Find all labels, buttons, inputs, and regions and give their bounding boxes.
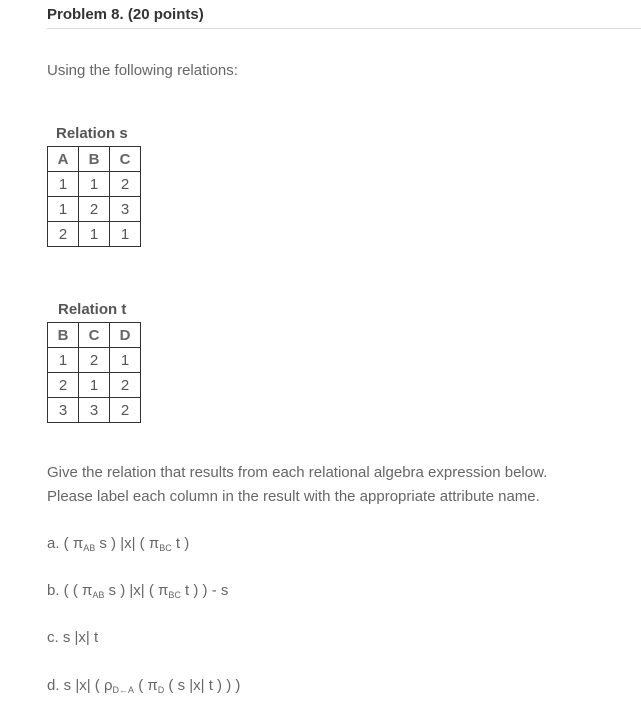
table-cell: 2 bbox=[48, 222, 79, 247]
problem-title: Problem 8. (20 points) bbox=[47, 6, 204, 23]
expression-c: c. s |x| t bbox=[47, 629, 99, 646]
table-cell: 1 bbox=[110, 348, 141, 373]
table-cell: 3 bbox=[110, 197, 141, 222]
relation-t-table bbox=[47, 322, 141, 423]
relation-t-header-cell: C bbox=[79, 323, 110, 348]
table-row bbox=[48, 398, 141, 423]
relation-t-header-cell: B bbox=[48, 323, 79, 348]
relation-s-table bbox=[47, 146, 141, 247]
table-cell: 1 bbox=[79, 373, 110, 398]
table-cell: 3 bbox=[48, 398, 79, 423]
table-cell: 1 bbox=[79, 172, 110, 197]
expr-d-middle: ( bbox=[134, 677, 148, 694]
expr-b-prefix: b. ( ( bbox=[47, 582, 83, 599]
table-cell: 2 bbox=[48, 373, 79, 398]
relation-s-header-cell: B bbox=[79, 147, 110, 172]
table-row bbox=[48, 197, 141, 222]
relation-s-header-cell: C bbox=[110, 147, 141, 172]
rho-symbol: ρ bbox=[103, 677, 113, 694]
projection-subscript: BC bbox=[159, 543, 172, 553]
table-cell: 2 bbox=[110, 373, 141, 398]
expr-a-prefix: a. ( bbox=[47, 535, 73, 552]
expr-a-middle: s ) |x| ( bbox=[95, 535, 149, 552]
projection-subscript: D bbox=[157, 685, 165, 695]
relation-s-caption: Relation s bbox=[56, 125, 128, 142]
table-cell: 2 bbox=[110, 172, 141, 197]
expr-b-suffix: t ) ) - s bbox=[180, 582, 229, 599]
relation-s-header-cell: A bbox=[48, 147, 79, 172]
relation-t-header-row bbox=[48, 323, 141, 348]
table-cell: 2 bbox=[110, 398, 141, 423]
table-cell: 3 bbox=[79, 398, 110, 423]
expr-a-suffix: t ) bbox=[171, 535, 190, 552]
pi-symbol: π bbox=[148, 535, 160, 552]
expr-b-middle: s ) |x| ( bbox=[104, 582, 159, 599]
pi-symbol: π bbox=[158, 582, 169, 599]
projection-subscript: AB bbox=[92, 590, 105, 600]
table-cell: 1 bbox=[48, 197, 79, 222]
expression-b bbox=[47, 582, 228, 600]
projection-subscript: BC bbox=[168, 590, 181, 600]
table-row bbox=[48, 222, 141, 247]
instructions-line-2: Please label each column in the result with the appropriate attribute name. bbox=[47, 488, 540, 505]
relation-t-caption: Relation t bbox=[58, 301, 127, 318]
table-cell: 1 bbox=[48, 348, 79, 373]
instructions bbox=[47, 461, 641, 509]
table-cell: 2 bbox=[79, 348, 110, 373]
table-cell: 1 bbox=[79, 222, 110, 247]
expr-d-suffix: ( s |x| t ) ) ) bbox=[164, 677, 241, 694]
table-row bbox=[48, 373, 141, 398]
pi-symbol: π bbox=[147, 677, 158, 694]
title-divider bbox=[47, 28, 641, 29]
rename-subscript: D←A bbox=[112, 685, 135, 695]
expression-a bbox=[47, 535, 189, 553]
table-row bbox=[48, 348, 141, 373]
table-cell: 1 bbox=[110, 222, 141, 247]
instructions-line-1: Give the relation that results from each relational algebra expression below. bbox=[47, 464, 548, 481]
table-cell: 2 bbox=[79, 197, 110, 222]
table-cell: 1 bbox=[48, 172, 79, 197]
pi-symbol: π bbox=[82, 582, 93, 599]
expr-d-prefix: d. s |x| ( bbox=[47, 677, 104, 694]
relation-t-header-cell: D bbox=[110, 323, 141, 348]
table-row bbox=[48, 172, 141, 197]
relation-s-header-row bbox=[48, 147, 141, 172]
pi-symbol: π bbox=[72, 535, 84, 552]
expression-d bbox=[47, 677, 240, 695]
projection-subscript: AB bbox=[83, 543, 96, 553]
intro-text: Using the following relations: bbox=[47, 62, 238, 79]
